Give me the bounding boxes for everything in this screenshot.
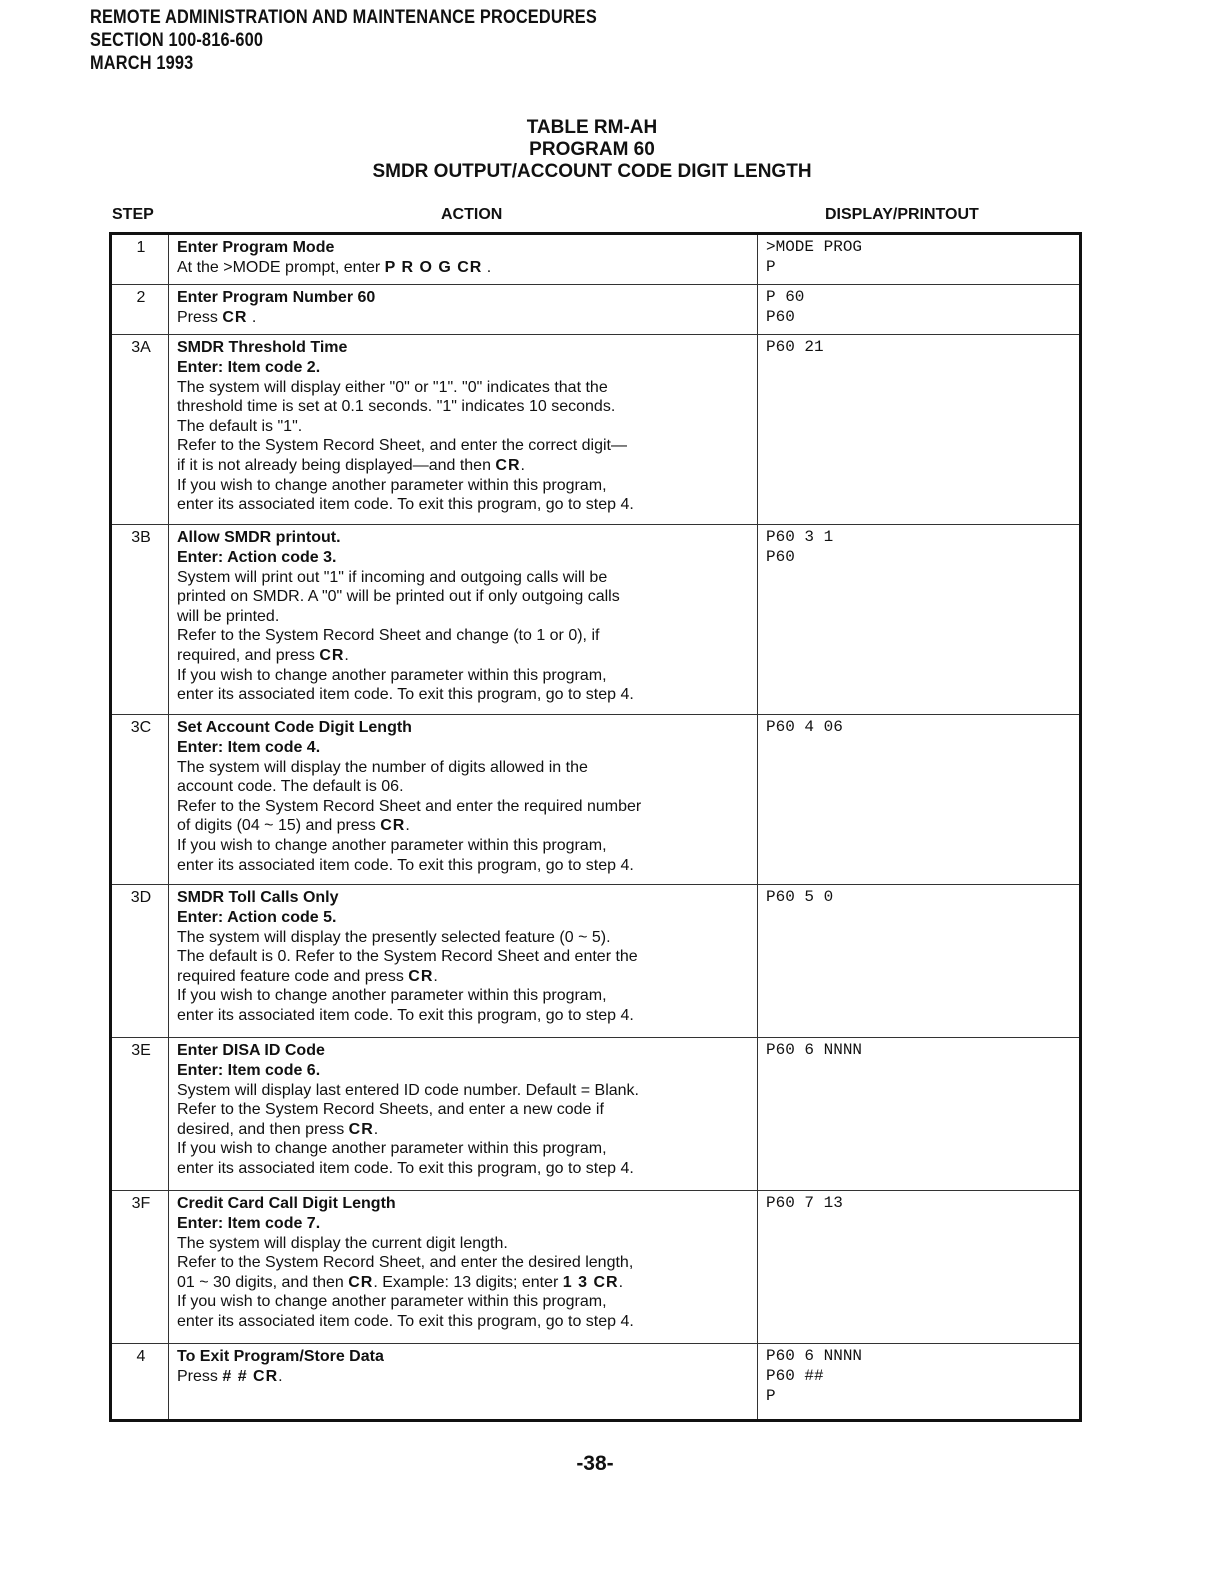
action-text: The default is "1".	[177, 417, 303, 435]
action-text: enter its associated item code. To exit this program, go to step 4.	[177, 856, 634, 874]
action-text: required, and press CR.	[177, 646, 349, 664]
action-title: Credit Card Call Digit Length	[177, 1195, 396, 1213]
action-text: required feature code and press CR.	[177, 967, 438, 985]
table-row	[111, 525, 1081, 715]
action-text: enter its associated item code. To exit this program, go to step 4.	[177, 686, 634, 704]
display-printout: P60 5 0	[758, 885, 1081, 1038]
action-text: At the >MODE prompt, enter P R O G CR .	[177, 258, 492, 276]
document-header	[90, 6, 597, 75]
display-printout: P60 4 06	[758, 715, 1081, 885]
action-code: Enter: Action code 5.	[177, 908, 337, 926]
action-text: Refer to the System Record Sheets, and enter a new code if	[177, 1101, 604, 1119]
action-text: The system will display the number of digits allowed in the	[177, 758, 588, 776]
action-cell	[169, 1344, 758, 1421]
table-row	[111, 335, 1081, 525]
display-printout: P60 6 NNNN P60 ## P	[758, 1344, 1081, 1421]
action-text: enter its associated item code. To exit this program, go to step 4.	[177, 1312, 634, 1330]
action-text: The system will display the current digit length.	[177, 1234, 508, 1252]
action-cell	[169, 1038, 758, 1191]
action-text: The system will display either "0" or "1". "0" indicates that the	[177, 378, 608, 396]
action-text: will be printed.	[177, 607, 280, 625]
action-code: Enter: Item code 4.	[177, 738, 321, 756]
action-text: System will display last entered ID code number. Default = Blank.	[177, 1081, 639, 1099]
action-text: Refer to the System Record Sheet, and enter the desired length,	[177, 1254, 634, 1272]
column-header-display: DISPLAY/PRINTOUT	[825, 206, 979, 223]
display-printout: >MODE PROG P	[758, 234, 1081, 285]
action-cell	[169, 525, 758, 715]
action-text: Press # # CR.	[177, 1367, 283, 1385]
step-number: 3A	[111, 335, 169, 525]
action-title: To Exit Program/Store Data	[177, 1348, 384, 1366]
column-header-step: STEP	[112, 206, 154, 223]
table-subject: SMDR OUTPUT/ACCOUNT CODE DIGIT LENGTH	[372, 161, 812, 182]
action-text: threshold time is set at 0.1 seconds. "1" indicates 10 seconds.	[177, 398, 616, 416]
action-text: 01 ~ 30 digits, and then CR. Example: 13 digits; enter 1 3 CR.	[177, 1273, 624, 1291]
keystroke: # # CR	[222, 1367, 279, 1385]
display-printout: P60 6 NNNN	[758, 1038, 1081, 1191]
keystroke: CR	[348, 1273, 374, 1291]
header-date: MARCH 1993	[90, 53, 194, 74]
display-printout: P60 21	[758, 335, 1081, 525]
action-text: System will print out "1" if incoming and outgoing calls will be	[177, 568, 608, 586]
procedure-table	[109, 232, 1082, 1422]
action-text: if it is not already being displayed—and then CR.	[177, 456, 525, 474]
action-cell	[169, 234, 758, 285]
table-row	[111, 1191, 1081, 1344]
action-text: enter its associated item code. To exit this program, go to step 4.	[177, 496, 634, 514]
keystroke: CR	[222, 308, 248, 326]
step-number: 1	[111, 234, 169, 285]
table-row	[111, 234, 1081, 285]
action-text: If you wish to change another parameter within this program,	[177, 987, 607, 1005]
action-text: enter its associated item code. To exit this program, go to step 4.	[177, 1159, 634, 1177]
action-text: Refer to the System Record Sheet, and enter the correct digit—	[177, 437, 627, 455]
action-text: enter its associated item code. To exit this program, go to step 4.	[177, 1006, 634, 1024]
step-number: 3C	[111, 715, 169, 885]
action-title: Allow SMDR printout.	[177, 529, 341, 547]
display-printout: P 60 P60	[758, 285, 1081, 335]
action-cell	[169, 885, 758, 1038]
program-number: PROGRAM 60	[529, 139, 655, 160]
action-title: Enter Program Number 60	[177, 289, 376, 307]
keystroke: 1 3 CR	[562, 1273, 619, 1291]
action-title: Enter DISA ID Code	[177, 1042, 325, 1060]
action-text: printed on SMDR. A "0" will be printed out if only outgoing calls	[177, 588, 620, 606]
procedure-table-body	[111, 234, 1081, 1421]
action-code: Enter: Item code 2.	[177, 358, 321, 376]
header-title: REMOTE ADMINISTRATION AND MAINTENANCE PROCEDURES	[90, 7, 597, 28]
action-text: If you wish to change another parameter within this program,	[177, 836, 607, 854]
action-title: Set Account Code Digit Length	[177, 719, 412, 737]
action-text: Refer to the System Record Sheet and enter the required number	[177, 797, 642, 815]
table-title	[0, 117, 1184, 183]
action-cell	[169, 1191, 758, 1344]
display-printout: P60 3 1 P60	[758, 525, 1081, 715]
table-row	[111, 885, 1081, 1038]
action-text: If you wish to change another parameter within this program,	[177, 666, 607, 684]
keystroke: CR	[408, 967, 434, 985]
action-cell	[169, 335, 758, 525]
action-cell	[169, 715, 758, 885]
action-text: Refer to the System Record Sheet and change (to 1 or 0), if	[177, 627, 600, 645]
action-text: of digits (04 ~ 15) and press CR.	[177, 817, 410, 835]
step-number: 3D	[111, 885, 169, 1038]
action-text: The default is 0. Refer to the System Record Sheet and enter the	[177, 948, 638, 966]
step-number: 4	[111, 1344, 169, 1421]
keystroke: P R O G CR	[384, 258, 483, 276]
table-row	[111, 285, 1081, 335]
step-number: 2	[111, 285, 169, 335]
column-header-action: ACTION	[441, 206, 503, 223]
table-row	[111, 715, 1081, 885]
action-title: SMDR Toll Calls Only	[177, 889, 339, 907]
action-cell	[169, 285, 758, 335]
action-text: If you wish to change another parameter within this program,	[177, 476, 607, 494]
table-row	[111, 1344, 1081, 1421]
keystroke: CR	[495, 456, 521, 474]
action-code: Enter: Item code 6.	[177, 1061, 321, 1079]
action-text: desired, and then press CR.	[177, 1120, 379, 1138]
keystroke: CR	[319, 646, 345, 664]
keystroke: CR	[380, 817, 406, 835]
action-text: If you wish to change another parameter within this program,	[177, 1140, 607, 1158]
page-number: -38-	[576, 1452, 614, 1475]
keystroke: CR	[348, 1120, 374, 1138]
action-title: Enter Program Mode	[177, 239, 335, 256]
action-text: The system will display the presently selected feature (0 ~ 5).	[177, 928, 611, 946]
table-row	[111, 1038, 1081, 1191]
action-code: Enter: Item code 7.	[177, 1214, 321, 1232]
action-text: Press CR .	[177, 308, 257, 326]
display-printout: P60 7 13	[758, 1191, 1081, 1344]
action-text: account code. The default is 06.	[177, 778, 404, 796]
header-section: SECTION 100-816-600	[90, 30, 264, 51]
action-text: If you wish to change another parameter within this program,	[177, 1293, 607, 1311]
step-number: 3F	[111, 1191, 169, 1344]
step-number: 3E	[111, 1038, 169, 1191]
step-number: 3B	[111, 525, 169, 715]
action-code: Enter: Action code 3.	[177, 548, 337, 566]
action-title: SMDR Threshold Time	[177, 339, 348, 357]
table-id: TABLE RM-AH	[526, 117, 658, 138]
